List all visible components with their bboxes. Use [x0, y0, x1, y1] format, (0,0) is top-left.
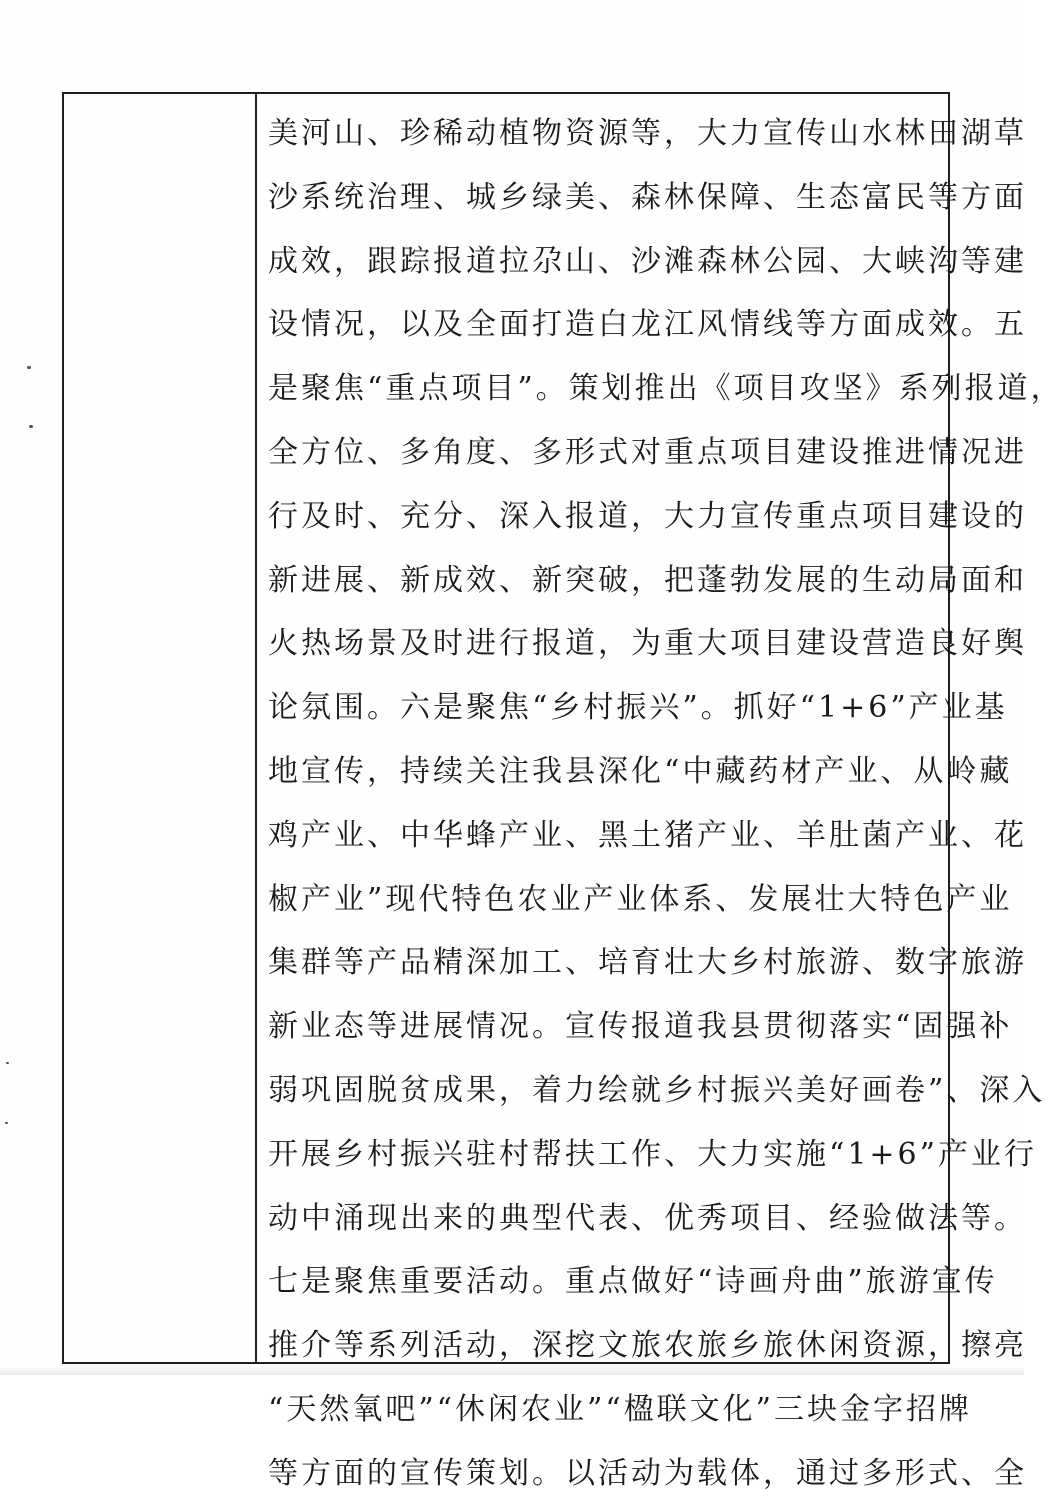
- text-line: 椒产业”现代特色农业产业体系、发展壮大特色产业: [268, 881, 1013, 917]
- text-line: 设情况，以及全面打造白龙江风情线等方面成效。五: [268, 307, 1027, 343]
- margin-speck: [27, 366, 31, 369]
- text-line: 鸡产业、中华蜂产业、黑土猪产业、羊肚菌产业、花: [268, 817, 1027, 853]
- text-line: 论氛围。六是聚焦“乡村振兴”。抓好“1+6”产业基: [268, 690, 1008, 726]
- text-line: 集群等产品精深加工、培育壮大乡村旅游、数字旅游: [268, 945, 1027, 981]
- table-frame: [62, 92, 1064, 1491]
- text-line: 七是聚焦重要活动。重点做好“诗画舟曲”旅游宣传: [268, 1264, 998, 1300]
- text-line: 火热场景及时进行报道，为重大项目建设营造良好舆: [268, 626, 1027, 662]
- text-line: 等方面的宣传策划。以活动为载体，通过多形式、全: [268, 1455, 1027, 1491]
- margin-speck: [5, 1122, 8, 1124]
- margin-speck: [29, 425, 33, 428]
- column-divider: [255, 94, 257, 1362]
- text-line: 地宣传，持续关注我县深化“中藏药材产业、从岭藏: [268, 753, 1013, 789]
- table-left-cell: [64, 94, 255, 1362]
- text-line: 推介等系列活动，深挖文旅农旅乡旅休闲资源，擦亮: [268, 1328, 1027, 1364]
- text-line: 沙系统治理、城乡绿美、森林保障、生态富民等方面: [268, 179, 1027, 215]
- table-text-cell: [268, 102, 1064, 1506]
- page-bottom-edge: [0, 1366, 1024, 1375]
- text-line: 动中涌现出来的典型代表、优秀项目、经验做法等。: [268, 1200, 1027, 1236]
- text-line: 是聚焦“重点项目”。策划推出《项目攻坚》系列报道，: [268, 371, 1064, 407]
- text-line: 开展乡村振兴驻村帮扶工作、大力实施“1+6”产业行: [268, 1136, 1037, 1172]
- margin-speck: [6, 1062, 9, 1064]
- text-line: 美河山、珍稀动植物资源等，大力宣传山水林田湖草: [268, 116, 1027, 151]
- text-line: 全方位、多角度、多形式对重点项目建设推进情况进: [268, 434, 1027, 470]
- text-line: 弱巩固脱贫成果，着力绘就乡村振兴美好画卷”、深入: [268, 1072, 1046, 1108]
- text-line: 新业态等进展情况。宣传报道我县贯彻落实“固强补: [268, 1009, 1013, 1045]
- text-line: “天然氧吧”“休闲农业”“楹联文化”三块金字招牌: [268, 1391, 973, 1427]
- text-line: 成效，跟踪报道拉尕山、沙滩森林公园、大峡沟等建: [268, 243, 1027, 279]
- text-line: 新进展、新成效、新突破，把蓬勃发展的生动局面和: [268, 562, 1027, 598]
- text-line: 行及时、充分、深入报道，大力宣传重点项目建设的: [268, 498, 1027, 534]
